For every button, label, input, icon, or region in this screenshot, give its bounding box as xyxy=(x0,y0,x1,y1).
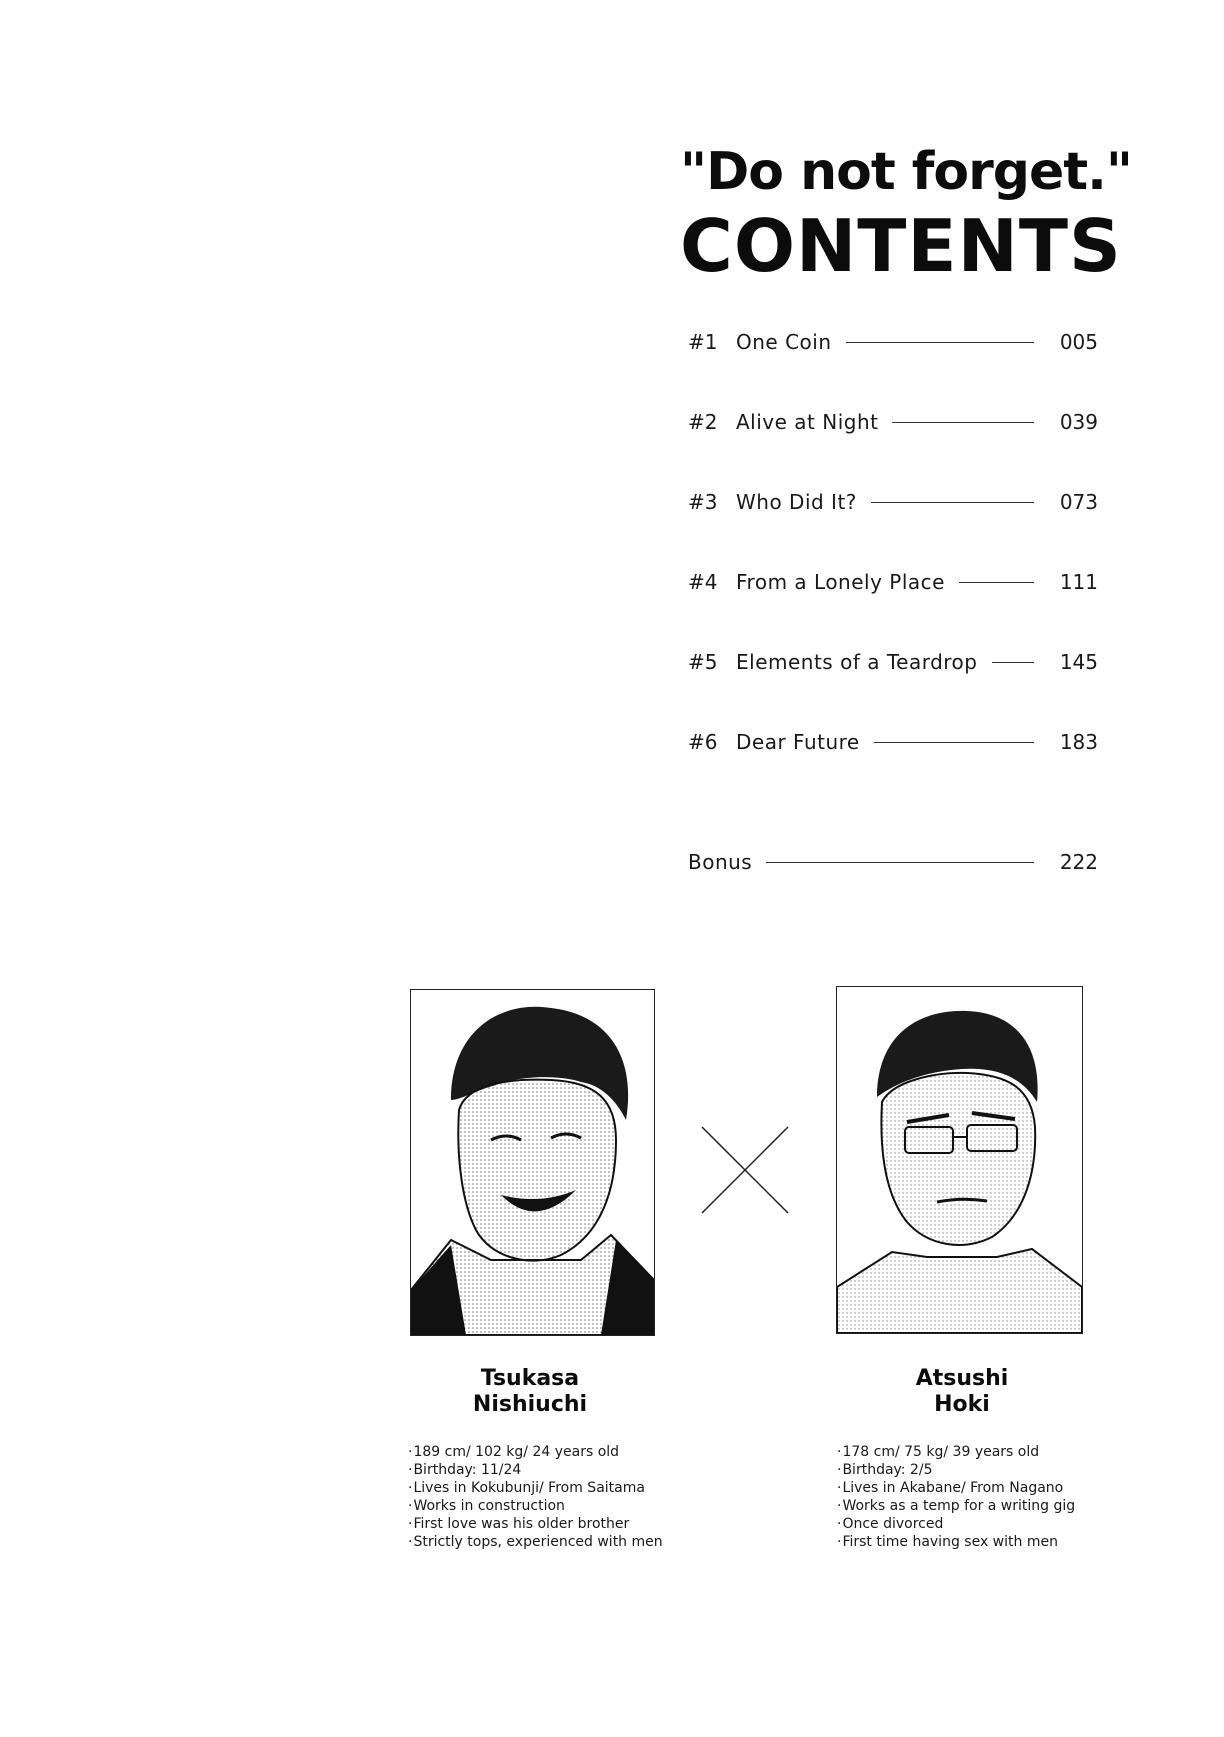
portrait-illustration xyxy=(411,990,654,1335)
bonus-name: Bonus xyxy=(688,850,753,874)
chapter-name: Alive at Night xyxy=(736,410,879,434)
portrait-illustration xyxy=(837,987,1082,1333)
toc-entry[interactable] xyxy=(688,330,1098,410)
character-profile-atsushi xyxy=(837,1443,1127,1551)
chapter-number: #3 xyxy=(688,490,718,514)
chapter-name: Elements of a Teardrop xyxy=(736,650,978,674)
toc-entry-bonus[interactable] xyxy=(688,850,1098,930)
chapter-page: 073 xyxy=(1059,490,1098,514)
chapter-page: 183 xyxy=(1059,730,1098,754)
chapter-name: Dear Future xyxy=(736,730,860,754)
chapter-number: #4 xyxy=(688,570,718,594)
character-portrait-atsushi xyxy=(836,986,1083,1334)
leader-line xyxy=(871,502,1034,503)
last-name: Hoki xyxy=(934,1392,990,1417)
leader-line xyxy=(992,662,1035,663)
chapter-number: #6 xyxy=(688,730,718,754)
chapter-name: From a Lonely Place xyxy=(736,570,945,594)
chapter-page: 039 xyxy=(1059,410,1098,434)
chapter-page: 145 xyxy=(1059,650,1098,674)
profile-fact: · 189 cm/ 102 kg/ 24 years old xyxy=(408,1443,698,1461)
leader-line xyxy=(959,582,1034,583)
character-name-tsukasa xyxy=(410,1366,650,1418)
cross-icon xyxy=(700,1125,790,1215)
title-contents: CONTENTS xyxy=(680,204,1122,288)
contents-title xyxy=(680,140,1132,288)
profile-fact: · First love was his older brother xyxy=(408,1515,698,1533)
toc-entry[interactable] xyxy=(688,410,1098,490)
leader-line xyxy=(766,862,1034,863)
toc-entry[interactable] xyxy=(688,570,1098,650)
leader-line xyxy=(846,342,1034,343)
leader-line xyxy=(874,742,1034,743)
chapter-name: One Coin xyxy=(736,330,832,354)
first-name: Atsushi xyxy=(915,1366,1009,1391)
chapter-number: #2 xyxy=(688,410,718,434)
toc-entry[interactable] xyxy=(688,650,1098,730)
chapter-page: 111 xyxy=(1059,570,1098,594)
profile-fact: · Birthday: 2/5 xyxy=(837,1461,1127,1479)
first-name: Tsukasa xyxy=(480,1366,580,1391)
profile-fact: · Works in construction xyxy=(408,1497,698,1515)
profile-fact: · Once divorced xyxy=(837,1515,1127,1533)
toc-entry[interactable] xyxy=(688,730,1098,810)
profile-fact: · 178 cm/ 75 kg/ 39 years old xyxy=(837,1443,1127,1461)
toc-entry[interactable] xyxy=(688,490,1098,570)
leader-line xyxy=(892,422,1034,423)
profile-fact: · Lives in Kokubunji/ From Saitama xyxy=(408,1479,698,1497)
chapter-name: Who Did It? xyxy=(736,490,857,514)
character-portrait-tsukasa xyxy=(410,989,655,1336)
chapter-number: #1 xyxy=(688,330,718,354)
profile-fact: · First time having sex with men xyxy=(837,1533,1127,1551)
profile-fact: · Lives in Akabane/ From Nagano xyxy=(837,1479,1127,1497)
profile-fact: · Strictly tops, experienced with men xyxy=(408,1533,698,1551)
chapter-number: #5 xyxy=(688,650,718,674)
profile-fact: · Works as a temp for a writing gig xyxy=(837,1497,1127,1515)
character-profile-tsukasa xyxy=(408,1443,698,1551)
character-name-atsushi xyxy=(842,1366,1082,1418)
chapter-page: 005 xyxy=(1059,330,1098,354)
bonus-page: 222 xyxy=(1059,850,1098,874)
title-quote: "Do not forget." xyxy=(680,142,1132,202)
table-of-contents xyxy=(688,330,1098,930)
last-name: Nishiuchi xyxy=(472,1392,588,1417)
profile-fact: · Birthday: 11/24 xyxy=(408,1461,698,1479)
